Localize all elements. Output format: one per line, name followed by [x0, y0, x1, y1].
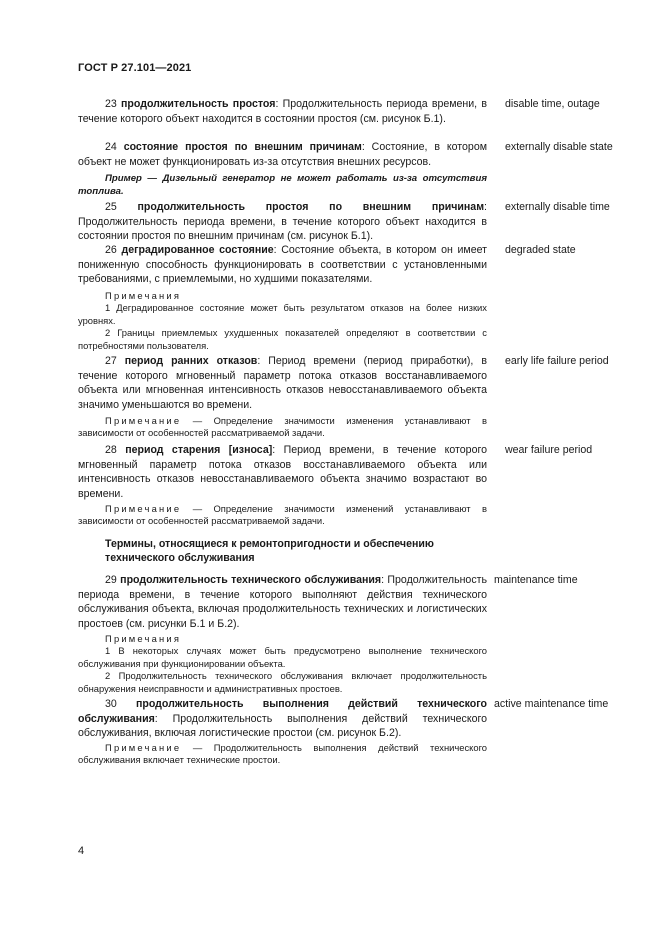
notes-26	[78, 290, 487, 352]
term-english-27: early life failure period	[505, 355, 609, 367]
term-name: продолжительность технического обслуживания	[120, 574, 382, 586]
note-28	[78, 503, 487, 528]
term-name: состояние простоя по внешним причинам	[123, 141, 362, 153]
term-definition: : Период времени (период приработки), в течение которого мгновенный параметр потока отказов восстанавливаемого объекта или мгновенная интенсивность отказов невосстанавливаемого объекта значимо уменьшаются во времени.	[78, 355, 487, 411]
term-english-30: active maintenance time	[494, 698, 609, 710]
term-number: 25	[105, 201, 117, 213]
term-number: 27	[105, 355, 117, 367]
note-item: 2 Границы приемлемых ухудшенных показателей определяют в соответствии с потребностями пользователя.	[78, 327, 487, 351]
document-header: ГОСТ Р 27.101—2021	[78, 62, 192, 74]
term-name: период ранних отказов	[124, 355, 258, 367]
term-definition: : Продолжительность выполнения действий технического обслуживания, включая логистические простои (см. рисунок Б.2).	[78, 712, 487, 740]
term-number: 29	[105, 574, 117, 586]
example-text: Пример — Дизельный генератор не может работать из-за отсутствия топлива.	[78, 173, 487, 197]
note-label: Примечание	[105, 503, 182, 514]
note-27	[78, 415, 487, 440]
term-name: продолжительность простоя	[121, 98, 276, 110]
example-24	[78, 173, 487, 199]
notes-29	[78, 633, 487, 695]
term-number: 24	[105, 141, 117, 153]
term-english-29: maintenance time	[494, 574, 578, 586]
page-number: 4	[78, 845, 85, 857]
term-definition: : Продолжительность периода времени, в течение которого объект находится в состоянии простоя (см. рисунок Б.1).	[78, 98, 487, 125]
term-definition: : Период времени, в течение которого мгновенный параметр потока отказов восстанавливаемого объекта или интенсивность отказов невосстанавливаемого объекта значимо возрастают во времени.	[78, 444, 487, 500]
term-english-25: externally disable time	[505, 201, 610, 213]
notes-heading: Примечания	[105, 633, 182, 644]
term-29	[78, 573, 487, 631]
term-24	[78, 140, 487, 169]
note-item: 2 Продолжительность технического обслуживания включает продолжительность обнаружения неисправности и административных простоев.	[78, 670, 487, 694]
term-27	[78, 354, 487, 412]
term-30	[78, 697, 487, 741]
term-number: 30	[105, 698, 117, 710]
term-name: продолжительность выполнения действий технического обслуживания	[78, 698, 487, 725]
term-25	[78, 200, 487, 244]
notes-heading: Примечания	[105, 290, 182, 301]
term-definition: : Продолжительность периода времени, в течение которого выполняют действия технического обслуживания объекта, включая продолжительность технических и логистических простоев (см. рисунки Б.1 и Б.2).	[78, 574, 487, 630]
term-english-26: degraded state	[505, 244, 576, 256]
note-item: 1 Деградированное состояние может быть результатом отказов на более низких уровнях.	[78, 302, 487, 326]
note-text: — Определение значимости изменения устанавливают в зависимости от особенностей рассматриваемой задачи.	[78, 415, 487, 439]
term-english-28: wear failure period	[505, 444, 593, 456]
term-definition: : Продолжительность периода времени, в течение которого объект находится в состоянии простоя по внешним причинам (см. рисунок Б.1).	[78, 201, 487, 243]
note-label: Примечание	[105, 742, 182, 753]
term-number: 23	[105, 98, 117, 110]
term-name: деградированное состояние	[121, 244, 274, 256]
term-26	[78, 243, 487, 287]
note-item: 1 В некоторых случаях может быть предусмотрено выполнение технического обслуживания при функционировании объекта.	[78, 645, 487, 669]
term-23	[78, 97, 487, 126]
term-definition: : Состояние объекта, в котором он имеет пониженную способность функционировать в соответствии с установленными требованиями, с приемлемыми, но худшими показателями.	[78, 244, 487, 286]
term-english-24: externally disable state	[505, 141, 613, 153]
note-30	[78, 742, 487, 767]
term-number: 28	[105, 444, 117, 456]
section-title: Термины, относящиеся к ремонтопригодности и обеспечению технического обслуживания	[105, 538, 434, 565]
note-text: — Продолжительность выполнения действий технического обслуживания включает технические простои.	[78, 742, 487, 766]
term-number: 26	[105, 244, 117, 256]
term-name: период старения [износа]	[125, 444, 273, 456]
note-text: — Определение значимости изменений устанавливают в зависимости от особенностей рассматриваемой задачи.	[78, 503, 487, 527]
term-28	[78, 443, 487, 501]
term-name: продолжительность простоя по внешним причинам	[137, 201, 485, 213]
note-label: Примечание	[105, 415, 182, 426]
term-english-23: disable time, outage	[505, 98, 600, 110]
term-definition: : Состояние, в котором объект не может функционировать из-за отсутствия внешних ресурсов.	[78, 141, 487, 168]
